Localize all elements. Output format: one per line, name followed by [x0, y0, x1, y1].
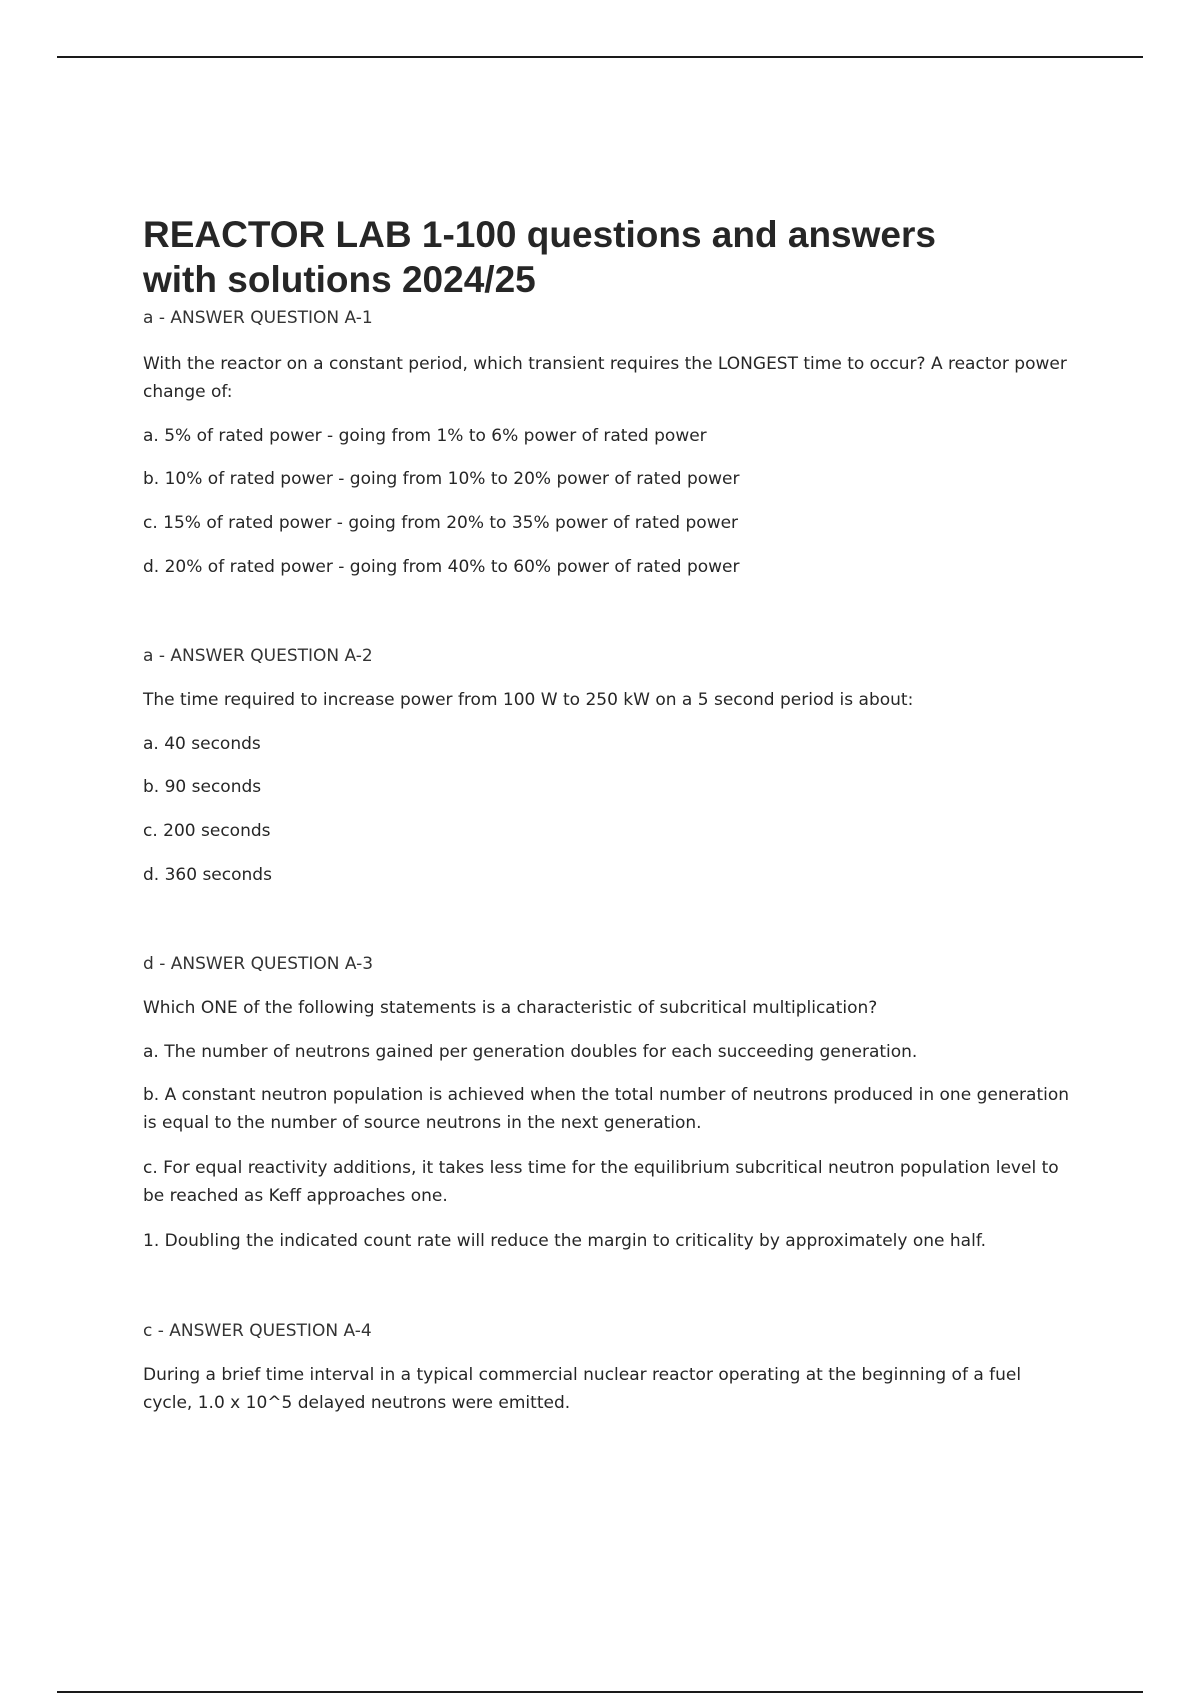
option-a1-a [143, 422, 1073, 450]
option-a1-b [143, 465, 1073, 493]
answer-option: d. 20% of rated power - going from 40% to 60% power of rated power [143, 557, 740, 577]
option-a2-a [143, 730, 1073, 758]
header-rule [57, 56, 1143, 58]
question-block-a1 [143, 306, 1073, 330]
question-a1 [143, 350, 1073, 406]
answer-heading: d - ANSWER QUESTION A-3 [143, 954, 374, 974]
answer-option: c. 200 seconds [143, 821, 271, 841]
option-a2-d [143, 861, 1073, 889]
document-title [143, 212, 1073, 302]
question-text: With the reactor on a constant period, which transient requires the LONGEST time to occur? A reactor power change of: [143, 354, 1067, 402]
question-a2 [143, 686, 1073, 714]
option-a3-b [143, 1081, 1073, 1137]
answer-heading: c - ANSWER QUESTION A-4 [143, 1321, 372, 1341]
option-a1-d [143, 553, 1073, 581]
answer-option: c. 15% of rated power - going from 20% to 35% power of rated power [143, 513, 739, 533]
answer-option: 1. Doubling the indicated count rate will reduce the margin to criticality by approximately one half. [143, 1231, 986, 1251]
option-a2-c [143, 817, 1073, 845]
answer-option: c. For equal reactivity additions, it takes less time for the equilibrium subcritical neutron population level to be reached as Keff approaches one. [143, 1158, 1059, 1206]
answer-option: a. 5% of rated power - going from 1% to 6% power of rated power [143, 426, 707, 446]
option-a3-c [143, 1154, 1073, 1210]
document-body [143, 212, 1073, 1413]
answer-heading: a - ANSWER QUESTION A-1 [143, 308, 373, 328]
question-block-a4 [143, 1319, 1073, 1343]
option-a3-a [143, 1038, 1073, 1066]
question-block-a2 [143, 644, 1073, 668]
question-block-a3 [143, 952, 1073, 976]
title-line-2: with solutions 2024/25 [143, 259, 536, 300]
option-a3-d [143, 1227, 1073, 1255]
footer-rule [57, 1691, 1143, 1693]
question-text: The time required to increase power from 100 W to 250 kW on a 5 second period is about: [143, 690, 914, 710]
question-text: Which ONE of the following statements is a characteristic of subcritical multiplication? [143, 998, 878, 1018]
option-a2-b [143, 773, 1073, 801]
answer-option: b. 10% of rated power - going from 10% to 20% power of rated power [143, 469, 740, 489]
answer-option: a. 40 seconds [143, 734, 261, 754]
question-text: During a brief time interval in a typical commercial nuclear reactor operating at the beginning of a fuel cycle, 1.0 x 10^5 delayed neutrons were emitted. [143, 1365, 1022, 1413]
answer-heading: a - ANSWER QUESTION A-2 [143, 646, 373, 666]
answer-option: b. A constant neutron population is achieved when the total number of neutrons produced in one generation is equal to the number of source neutrons in the next generation. [143, 1085, 1070, 1133]
answer-option: d. 360 seconds [143, 865, 272, 885]
question-a4 [143, 1361, 1073, 1417]
question-a3 [143, 994, 1073, 1022]
answer-option: a. The number of neutrons gained per generation doubles for each succeeding generation. [143, 1042, 918, 1062]
answer-option: b. 90 seconds [143, 777, 262, 797]
option-a1-c [143, 509, 1073, 537]
title-line-1: REACTOR LAB 1-100 questions and answers [143, 214, 936, 255]
